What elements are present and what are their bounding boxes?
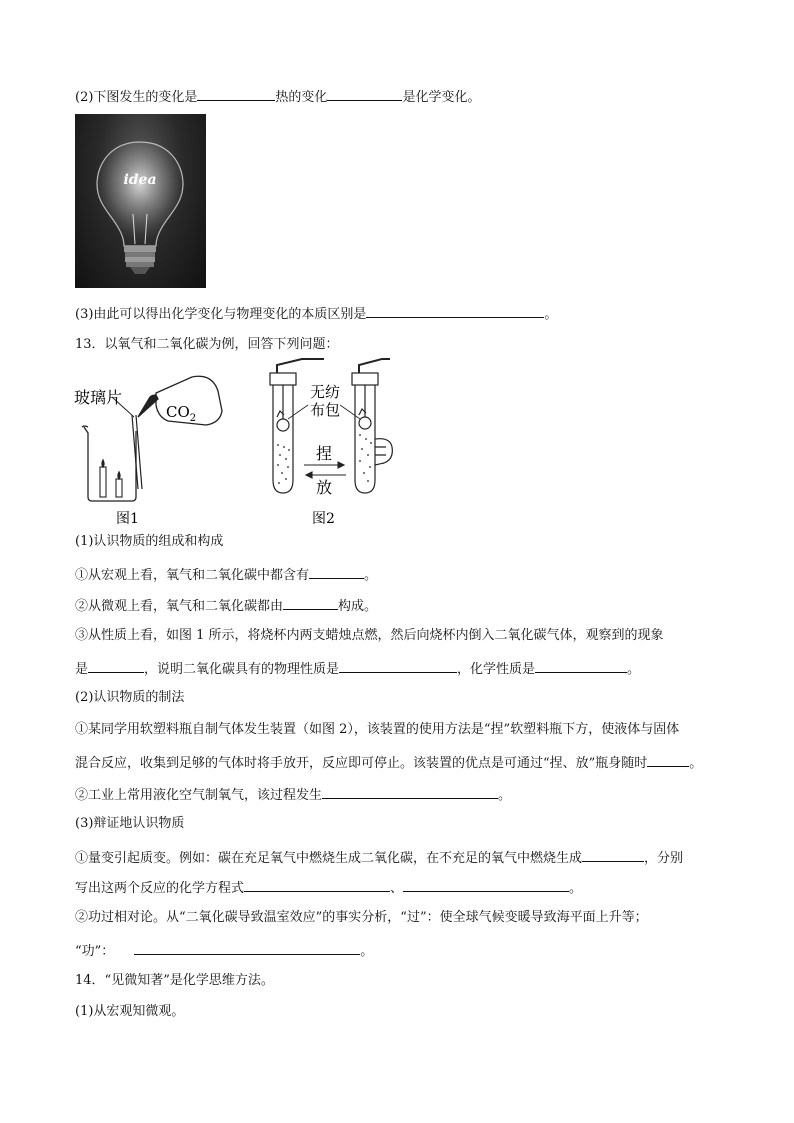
section-3-title: (3)辩证地认识物质 xyxy=(75,816,185,831)
figure-2-caption: 图2 xyxy=(312,511,335,527)
experiment-figures xyxy=(72,355,412,530)
answer-blank[interactable] xyxy=(134,940,360,955)
figure-2-right-tube xyxy=(352,359,392,493)
answer-blank[interactable] xyxy=(366,303,544,318)
s2-2-line: ②工业上常用液化空气制氧气，该过程发生 。 xyxy=(75,784,511,805)
q14-1-line: (1)从宏观知微观。 xyxy=(75,1004,185,1019)
s1-3-line: ③从性质上看，如图 1 所示，将烧杯内两支蜡烛点燃，然后向烧杯内倒入二氧化碳气体，观察到的现象 xyxy=(75,628,664,643)
squeeze-label: 捏 xyxy=(316,444,333,463)
answer-blank[interactable] xyxy=(88,658,144,673)
answer-blank[interactable] xyxy=(647,752,689,767)
q13-title: 13．以氧气和二氧化碳为例，回答下列问题： xyxy=(75,337,339,352)
q14-title: 14．“见微知著”是化学思维方法。 xyxy=(75,973,274,988)
figure-2-right-liquid xyxy=(359,434,372,482)
light-bulb-image xyxy=(75,114,206,288)
s3-1b-line: 写出这两个反应的化学方程式 、 。 xyxy=(75,877,582,898)
s2-1-line: ①某同学用软塑料瓶自制气体发生装置（如图 2），该装置的使用方法是“捏”软塑料瓶下方，使液体与固体 xyxy=(75,722,680,737)
s2-1b-line: 混合反应，收集到足够的气体时将手放开，反应即可停止。该装置的优点是可通过“捏、放”瓶身随时 。 xyxy=(75,752,702,773)
q12-2-line: (2)下图发生的变化是 热的变化 是化学变化。 xyxy=(75,86,480,107)
figure-2-left-tube xyxy=(270,359,324,493)
section-2-title: (2)认识物质的制法 xyxy=(75,690,185,705)
answer-blank[interactable] xyxy=(322,784,498,799)
glass-plate-label: 玻璃片 xyxy=(74,388,123,407)
s3-2-line: ②功过相对论。从“二氧化碳导致温室效应”的事实分析，“过”：使全球气候变暖导致海平面上升等； xyxy=(75,910,648,925)
s1-2-line: ②从微观上看，氧气和二氧化碳都由 构成。 xyxy=(75,595,377,616)
light-bulb-icon xyxy=(75,114,206,288)
answer-blank[interactable] xyxy=(535,658,627,673)
answer-blank[interactable] xyxy=(283,595,338,610)
answer-blank[interactable] xyxy=(309,564,364,579)
co2-label: $CO_2$ xyxy=(166,403,197,424)
section-1-title: (1)认识物质的组成和构成 xyxy=(75,534,224,549)
s3-2b-line: “功”： 。 xyxy=(75,940,373,961)
s1-3b-line: 是 ，说明二氧化碳具有的物理性质是 ，化学性质是 。 xyxy=(75,658,640,679)
figure-1-caption: 图1 xyxy=(116,511,139,527)
bag-label-2: 布包 xyxy=(310,401,341,419)
answer-blank[interactable] xyxy=(244,877,390,892)
answer-blank[interactable] xyxy=(197,86,275,101)
squeeze-release-arrows xyxy=(304,462,346,478)
answer-blank[interactable] xyxy=(327,86,402,101)
answer-blank[interactable] xyxy=(582,847,644,862)
q12-3-line: (3)由此可以得出化学变化与物理变化的本质区别是 。 xyxy=(75,303,557,324)
bulb-filament-text: idea xyxy=(123,172,157,188)
s3-1-line: ①量变引起质变。例如：碳在充足氧气中燃烧生成二氧化碳，在不充足的氧气中燃烧生成 ，分别 xyxy=(75,847,683,868)
answer-blank[interactable] xyxy=(403,877,569,892)
figure-2-left-liquid xyxy=(277,444,290,484)
answer-blank[interactable] xyxy=(339,658,457,673)
s1-1-line: ①从宏观上看，氧气和二氧化碳中都含有 。 xyxy=(75,564,377,585)
bag-label-1: 无纺 xyxy=(310,383,341,401)
release-label: 放 xyxy=(316,478,333,497)
